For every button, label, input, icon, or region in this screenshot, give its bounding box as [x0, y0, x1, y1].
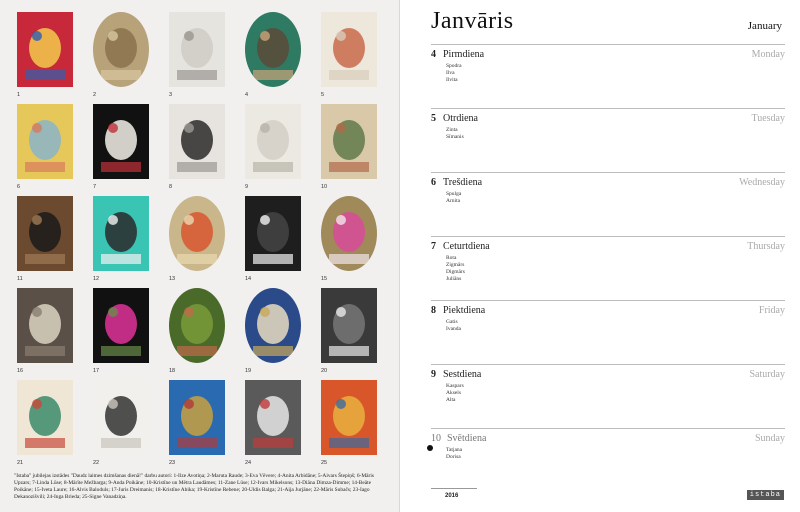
day-number: 7 [431, 241, 436, 252]
artwork-number: 12 [93, 276, 100, 282]
artwork-image [245, 196, 301, 271]
name-day: Sīmanis [446, 134, 464, 140]
artwork-item [314, 100, 378, 190]
day-row [431, 172, 785, 236]
artwork-item [314, 376, 378, 466]
name-day: Juliāns [446, 276, 462, 282]
name-day: Zigmārs [446, 262, 465, 268]
day-number: 8 [431, 305, 436, 316]
artwork-number: 14 [245, 276, 252, 282]
name-day: Digmārs [446, 269, 465, 275]
day-name-lv: Pirmdiena [443, 49, 485, 60]
artwork-image [17, 196, 73, 271]
artwork-image [17, 380, 73, 455]
name-day: Arnita [446, 198, 461, 204]
artwork-item [238, 284, 302, 374]
artwork-number: 15 [321, 276, 328, 282]
artwork-item [10, 284, 74, 374]
name-day: Kaspars [446, 383, 464, 389]
day-number: 5 [431, 113, 436, 124]
artwork-item [162, 100, 226, 190]
artwork-item [162, 376, 226, 466]
day-number: 9 [431, 369, 436, 380]
artwork-image [93, 288, 149, 363]
artwork-image [17, 12, 73, 87]
artwork-image [321, 12, 377, 87]
artwork-image [245, 288, 301, 363]
name-day: Ilva [446, 70, 455, 76]
artwork-number: 21 [17, 460, 24, 466]
day-number: 4 [431, 49, 436, 60]
day-name-en: Sunday [755, 433, 785, 444]
artwork-number: 7 [93, 184, 97, 190]
name-day: Gatis [446, 319, 458, 325]
artwork-number: 19 [245, 368, 252, 374]
artwork-image [17, 288, 73, 363]
day-name-en: Wednesday [739, 177, 785, 188]
name-days-list [446, 63, 462, 84]
artwork-item [10, 100, 74, 190]
day-name-lv: Svētdiena [447, 433, 487, 444]
day-row [431, 108, 785, 172]
name-day: Spodra [446, 63, 462, 69]
day-number: 6 [431, 177, 436, 188]
day-name-lv: Otrdiena [443, 113, 478, 124]
name-day: Ilvita [446, 77, 458, 83]
day-name-en: Friday [758, 305, 785, 316]
artwork-image [245, 380, 301, 455]
artwork-item [238, 192, 302, 282]
artwork-item [10, 376, 74, 466]
artwork-item [86, 100, 150, 190]
name-days-list [446, 191, 461, 205]
artwork-number: 16 [17, 368, 24, 374]
artwork-image [169, 196, 225, 271]
artwork-number: 13 [169, 276, 176, 282]
day-row [431, 44, 785, 108]
artwork-image [93, 380, 149, 455]
artwork-image [169, 380, 225, 455]
artwork-number: 1 [17, 92, 21, 98]
artwork-number: 11 [17, 276, 23, 282]
day-name-lv: Sestdiena [443, 369, 482, 380]
artwork-item [238, 8, 302, 98]
month-title-en: January [747, 20, 782, 32]
footer-divider [431, 488, 477, 489]
name-day: Tatjana [446, 447, 463, 453]
artwork-image [169, 104, 225, 179]
artwork-number: 9 [245, 184, 249, 190]
artwork-image [169, 288, 225, 363]
day-name-lv: Trešdiena [443, 177, 483, 188]
artwork-number: 4 [245, 92, 249, 98]
calendar-page [401, 0, 800, 512]
artwork-item [238, 100, 302, 190]
name-day: Rota [446, 255, 457, 261]
artwork-number: 23 [169, 460, 176, 466]
name-days-list [446, 383, 464, 404]
artist-credits: "Istaba" jubilejas izstādes "Daudz laimes dzimšanas dienā!" darbu autori: 1-Ilze Avotiņa; 2-Maruta Raude; 3-Eva Vēvere; 4-Anita Arbidāne; 5-Aivars Štepiņš; 6-Māris Upzars; 7-Linda Lūse; 8-Mārīte Mežbarga; 9-Anda Poikāne; 10-Kristīne un Mētra Laudāmes; 11-Zane Lūse; 12-Ivars Mikelsons; 13-Diāna Dimza-Dimme; 14-Beāte Poikāne; 15-Iveta Laure; 16-Alvis Baloduls; 17-Juris Dreimanis; 18-Kristīne Abika; 19-Kristīne Rebene; 20-Uldis Balga; 21-Aija Jurjāne; 22-Māris Subačs; 23-Iago Dekanozišvili; 24-Inga Brieda; 25-Signe Vanadziņa. [14, 473, 374, 500]
day-row [431, 428, 785, 492]
artwork-item [10, 192, 74, 282]
artwork-item [162, 192, 226, 282]
day-name-lv: Piektdiena [443, 305, 486, 316]
artwork-number: 25 [321, 460, 328, 466]
name-day: Spulga [446, 191, 462, 197]
artwork-number: 3 [169, 92, 173, 98]
artwork-number: 20 [321, 368, 328, 374]
artwork-number: 2 [93, 92, 97, 98]
artwork-item [86, 192, 150, 282]
artwork-item [238, 376, 302, 466]
name-days-list [446, 447, 462, 461]
artwork-image [245, 12, 301, 87]
artwork-image [321, 288, 377, 363]
day-row [431, 364, 785, 428]
artwork-grid [10, 8, 390, 470]
artwork-image [321, 196, 377, 271]
artwork-item [314, 284, 378, 374]
month-title-lv: Janvāris [431, 8, 514, 34]
artwork-image [93, 196, 149, 271]
day-name-en: Monday [751, 49, 785, 60]
artwork-number: 6 [17, 184, 21, 190]
day-name-en: Saturday [749, 369, 785, 380]
day-number: 10 [431, 433, 441, 444]
artwork-item [86, 8, 150, 98]
artwork-image [321, 380, 377, 455]
artwork-number: 18 [169, 368, 176, 374]
artwork-item [86, 376, 150, 466]
day-name-lv: Ceturtdiena [443, 241, 490, 252]
name-day: Ivanda [446, 326, 461, 332]
artwork-image [17, 104, 73, 179]
name-day: Dorisa [446, 454, 461, 460]
artwork-image [321, 104, 377, 179]
artwork-item [162, 284, 226, 374]
artwork-item [162, 8, 226, 98]
artwork-number: 24 [245, 460, 252, 466]
artwork-item [10, 8, 74, 98]
artwork-number: 22 [93, 460, 100, 466]
name-days-list [446, 319, 461, 333]
day-row [431, 300, 785, 364]
artwork-item [86, 284, 150, 374]
artwork-number: 8 [169, 184, 173, 190]
name-day: Alta [446, 397, 456, 403]
name-day: Aksels [446, 390, 461, 396]
name-days-list [446, 127, 464, 141]
day-name-en: Thursday [747, 241, 785, 252]
year-label: 2016 [445, 493, 459, 499]
name-days-list [446, 255, 465, 283]
artwork-item [314, 8, 378, 98]
artwork-image [93, 104, 149, 179]
day-row [431, 236, 785, 300]
artwork-item [314, 192, 378, 282]
name-day: Zinta [446, 127, 458, 133]
day-name-en: Tuesday [751, 113, 785, 124]
artwork-number: 5 [321, 92, 325, 98]
istaba-logo: istaba [747, 490, 784, 500]
artwork-number: 17 [93, 368, 100, 374]
artwork-number: 10 [321, 184, 328, 190]
full-moon-icon [427, 445, 433, 451]
artwork-image [169, 12, 225, 87]
artwork-image [245, 104, 301, 179]
artwork-image [93, 12, 149, 87]
